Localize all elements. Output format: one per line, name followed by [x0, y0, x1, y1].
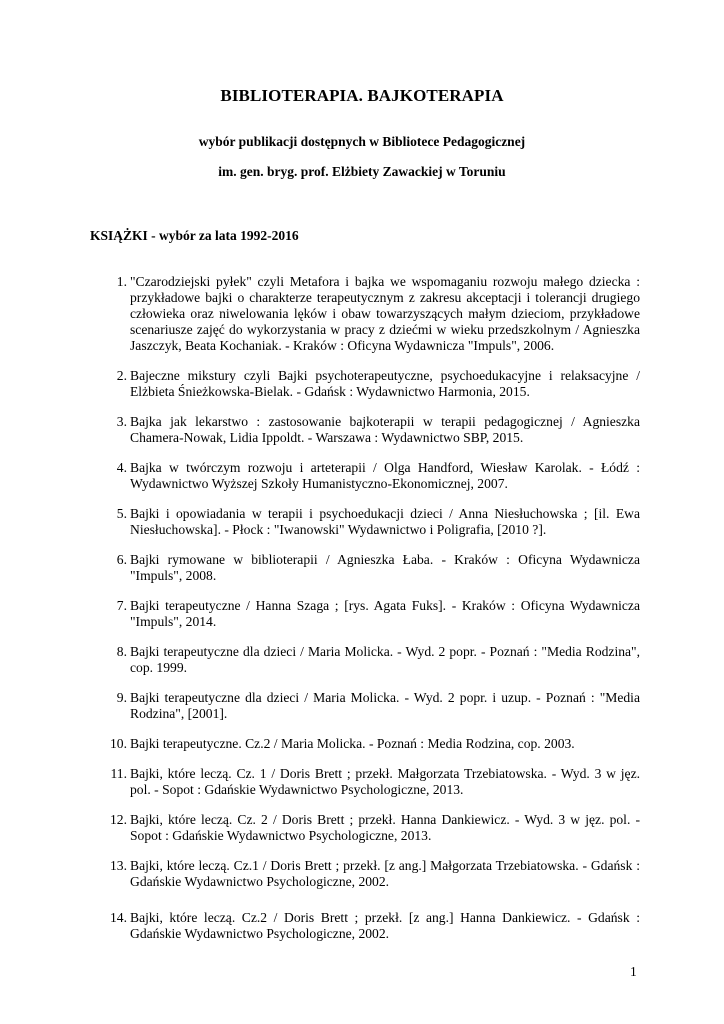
- entry-number: 5.: [116, 506, 127, 521]
- entry-text: Bajka jak lekarstwo : zastosowanie bajkoterapii w terapii pedagogicznej / Agnieszka Chamera-Nowak, Lidia Ippoldt. - Warszawa : Wydawnictwo SBP, 2015.: [130, 414, 640, 445]
- entry-number: 7.: [116, 598, 127, 613]
- entry-number: 9.: [116, 690, 127, 705]
- entry-number: 4.: [116, 460, 127, 475]
- bibliography-entry: [0, 552, 724, 584]
- bibliography-entry: [0, 812, 724, 844]
- bibliography-entry: [0, 598, 724, 630]
- bibliography-entry: [0, 766, 724, 798]
- entry-number: 3.: [116, 414, 127, 429]
- entry-text: Bajki rymowane w biblioterapii / Agnieszka Łaba. - Kraków : Oficyna Wydawnicza "Impuls", 2008.: [130, 552, 640, 583]
- entry-number: 12.: [110, 812, 127, 827]
- entry-text: Bajki, które leczą. Cz. 1 / Doris Brett ; przekł. Małgorzata Trzebiatowska. - Wyd. 3 w jęz. pol. - Sopot : Gdańskie Wydawnictwo Psychologiczne, 2013.: [130, 766, 640, 797]
- subtitle-line-2: im. gen. bryg. prof. Elżbiety Zawackiej w Toruniu: [218, 164, 506, 179]
- entry-text: Bajki, które leczą. Cz.1 / Doris Brett ; przekł. [z ang.] Małgorzata Trzebiatowska. - Gdańsk : Gdańskie Wydawnictwo Psychologiczne, 2002.: [130, 858, 640, 889]
- bibliography-entry: [0, 274, 724, 354]
- entry-text: Bajki terapeutyczne dla dzieci / Maria Molicka. - Wyd. 2 popr. i uzup. - Poznań : "Media Rodzina", [2001].: [130, 690, 640, 721]
- entry-number: 8.: [116, 644, 127, 659]
- entry-number: 1.: [116, 274, 127, 289]
- bibliography-entry: [0, 736, 724, 752]
- entry-number: 6.: [116, 552, 127, 567]
- section-heading: KSIĄŻKI - wybór za lata 1992-2016: [90, 228, 299, 243]
- entry-text: Bajki terapeutyczne dla dzieci / Maria Molicka. - Wyd. 2 popr. - Poznań : "Media Rodzina", cop. 1999.: [130, 644, 640, 675]
- bibliography-entry: [0, 858, 724, 890]
- bibliography-list: [0, 274, 724, 956]
- bibliography-entry: [0, 368, 724, 400]
- subtitle-line-1: wybór publikacji dostępnych w Bibliotece Pedagogicznej: [198, 134, 526, 149]
- bibliography-entry: [0, 414, 724, 446]
- entry-text: Bajki terapeutyczne / Hanna Szaga ; [rys. Agata Fuks]. - Kraków : Oficyna Wydawnicza "Impuls", 2014.: [130, 598, 640, 629]
- entry-text: "Czarodziejski pyłek" czyli Metafora i bajka we wspomaganiu rozwoju małego dziecka : przykładowe bajki o charakterze terapeutycznym z zakresu akceptacji i tolerancji drugiego człowieka oraz niwelowania lęków i obaw towarzyszących małym dzieciom, przykładowe scenariusze zajęć do wykorzystania w pracy z dziećmi w wieku przedszkolnym / Agnieszka Jaszczyk, Beata Kochaniak. - Kraków : Oficyna Wydawnicza "Impuls", 2006.: [130, 274, 640, 353]
- entry-number: 14.: [110, 910, 127, 925]
- entry-number: 10.: [110, 736, 127, 751]
- entry-number: 13.: [110, 858, 127, 873]
- entry-text: Bajka w twórczym rozwoju i arteterapii / Olga Handford, Wiesław Karolak. - Łódź : Wydawnictwo Wyższej Szkoły Humanistyczno-Ekonomicznej, 2007.: [130, 460, 640, 491]
- bibliography-entry: [0, 910, 724, 942]
- bibliography-entry: [0, 644, 724, 676]
- entry-number: 11.: [110, 766, 127, 781]
- entry-text: Bajeczne mikstury czyli Bajki psychoterapeutyczne, psychoedukacyjne i relaksacyjne / Elżbieta Śnieżkowska-Bielak. - Gdańsk : Wydawnictwo Harmonia, 2015.: [130, 368, 640, 399]
- entry-text: Bajki, które leczą. Cz. 2 / Doris Brett ; przekł. Hanna Dankiewicz. - Wyd. 3 w jęz. pol. - Sopot : Gdańskie Wydawnictwo Psychologiczne, 2013.: [130, 812, 640, 843]
- entry-text: Bajki terapeutyczne. Cz.2 / Maria Molicka. - Poznań : Media Rodzina, cop. 2003.: [130, 736, 575, 751]
- entry-number: 2.: [116, 368, 127, 383]
- bibliography-entry: [0, 460, 724, 492]
- page-number: 1: [630, 964, 637, 979]
- bibliography-entry: [0, 506, 724, 538]
- document-title: BIBLIOTERAPIA. BAJKOTERAPIA: [220, 86, 504, 105]
- bibliography-entry: [0, 690, 724, 722]
- entry-text: Bajki, które leczą. Cz.2 / Doris Brett ; przekł. [z ang.] Hanna Dankiewicz. - Gdańsk : Gdańskie Wydawnictwo Psychologiczne, 2002.: [130, 910, 640, 941]
- entry-text: Bajki i opowiadania w terapii i psychoedukacji dzieci / Anna Niesłuchowska ; [il. Ewa Niesłuchowska]. - Płock : "Iwanowski" Wydawnictwo i Poligrafia, [2010 ?].: [130, 506, 640, 537]
